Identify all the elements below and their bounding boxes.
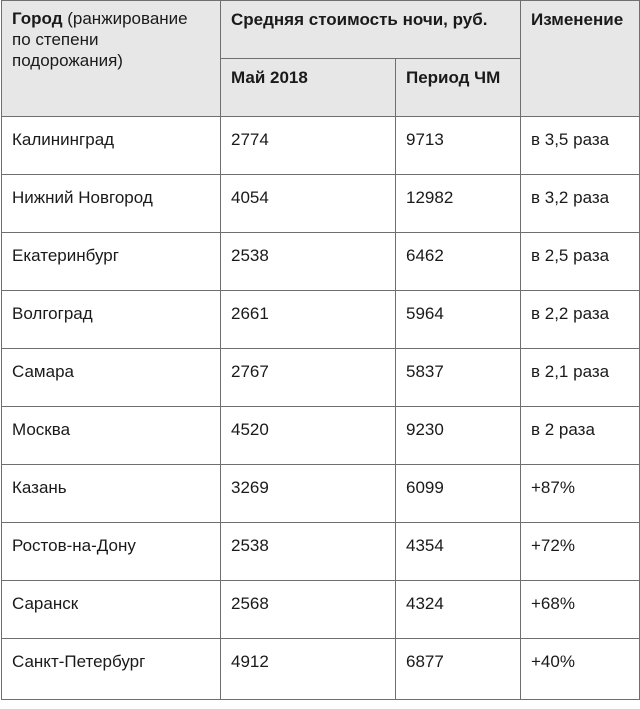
cell-city <box>2 581 221 639</box>
cell-city <box>2 465 221 523</box>
table-row <box>2 233 640 291</box>
cell-city <box>2 523 221 581</box>
cell-city-text: Ростов-на-Дону <box>12 536 136 555</box>
table-row <box>2 175 640 233</box>
cell-wc-period <box>396 349 521 407</box>
header-wc-period <box>396 59 521 117</box>
cell-city <box>2 175 221 233</box>
cell-may-2018 <box>221 523 396 581</box>
cell-city-text: Нижний Новгород <box>12 188 153 207</box>
cell-wc-period-text: 6877 <box>406 652 444 671</box>
table-row <box>2 465 640 523</box>
cell-change-text: +40% <box>531 652 575 671</box>
cell-wc-period-text: 9713 <box>406 130 444 149</box>
cell-wc-period <box>396 465 521 523</box>
cell-change <box>521 465 640 523</box>
cell-may-2018-text: 2568 <box>231 594 269 613</box>
cell-may-2018 <box>221 175 396 233</box>
header-may-2018-label: Май 2018 <box>231 68 308 87</box>
cell-wc-period <box>396 117 521 175</box>
header-city-note: (ранжирование по степени подорожания) <box>12 9 188 70</box>
cell-may-2018-text: 2661 <box>231 304 269 323</box>
cell-city <box>2 233 221 291</box>
cell-wc-period-text: 5837 <box>406 362 444 381</box>
cell-may-2018 <box>221 117 396 175</box>
cell-city-text: Калининград <box>12 130 115 149</box>
cell-may-2018 <box>221 639 396 700</box>
table-row <box>2 117 640 175</box>
cell-city-text: Санкт-Петербург <box>12 652 146 671</box>
cell-may-2018-text: 4054 <box>231 188 269 207</box>
table-row <box>2 581 640 639</box>
cell-wc-period-text: 12982 <box>406 188 454 207</box>
cell-may-2018-text: 4520 <box>231 420 269 439</box>
cell-change <box>521 233 640 291</box>
header-city <box>2 1 221 117</box>
table-row <box>2 349 640 407</box>
cell-may-2018-text: 4912 <box>231 652 269 671</box>
cell-change-text: +68% <box>531 594 575 613</box>
cell-may-2018-text: 2774 <box>231 130 269 149</box>
cell-may-2018 <box>221 465 396 523</box>
cell-wc-period-text: 9230 <box>406 420 444 439</box>
cell-city-text: Саранск <box>12 594 79 613</box>
header-may-2018 <box>221 59 396 117</box>
cell-wc-period <box>396 407 521 465</box>
table-row <box>2 639 640 700</box>
header-change <box>521 1 640 117</box>
cell-city <box>2 639 221 700</box>
cell-change-text: в 3,5 раза <box>531 130 610 149</box>
cell-city-text: Москва <box>12 420 71 439</box>
header-wc-period-label: Период ЧМ <box>406 68 501 87</box>
cell-may-2018 <box>221 291 396 349</box>
cell-may-2018-text: 3269 <box>231 478 269 497</box>
cell-change <box>521 639 640 700</box>
cell-wc-period-text: 6099 <box>406 478 444 497</box>
table-row <box>2 291 640 349</box>
header-avg-cost <box>221 1 521 59</box>
cell-may-2018 <box>221 407 396 465</box>
header-avg-cost-label: Средняя стоимость ночи, руб. <box>231 10 488 29</box>
cell-may-2018-text: 2767 <box>231 362 269 381</box>
cell-city <box>2 407 221 465</box>
cell-wc-period-text: 5964 <box>406 304 444 323</box>
cell-change-text: +87% <box>531 478 575 497</box>
cell-change <box>521 291 640 349</box>
cell-change <box>521 581 640 639</box>
cell-wc-period-text: 4324 <box>406 594 444 613</box>
header-change-label: Изменение <box>531 10 624 29</box>
header-city-title: Город <box>12 9 63 28</box>
cell-change-text: в 2,2 раза <box>531 304 610 323</box>
cell-change <box>521 407 640 465</box>
cell-change-text: +72% <box>531 536 575 555</box>
cell-change <box>521 523 640 581</box>
cell-wc-period <box>396 581 521 639</box>
cell-city-text: Казань <box>12 478 67 497</box>
cell-city-text: Самара <box>12 362 74 381</box>
price-table <box>1 0 640 700</box>
cell-city <box>2 349 221 407</box>
table-body <box>2 117 640 700</box>
cell-may-2018 <box>221 581 396 639</box>
cell-city <box>2 291 221 349</box>
cell-wc-period <box>396 233 521 291</box>
header-row <box>2 1 640 59</box>
cell-city-text: Екатеринбург <box>12 246 119 265</box>
cell-change-text: в 2 раза <box>531 420 595 439</box>
cell-may-2018 <box>221 233 396 291</box>
cell-wc-period <box>396 639 521 700</box>
cell-change-text: в 3,2 раза <box>531 188 610 207</box>
cell-may-2018-text: 2538 <box>231 536 269 555</box>
cell-change <box>521 349 640 407</box>
cell-may-2018 <box>221 349 396 407</box>
cell-change <box>521 117 640 175</box>
cell-change-text: в 2,5 раза <box>531 246 610 265</box>
table-row <box>2 523 640 581</box>
cell-change <box>521 175 640 233</box>
cell-change-text: в 2,1 раза <box>531 362 610 381</box>
cell-wc-period-text: 6462 <box>406 246 444 265</box>
cell-wc-period <box>396 175 521 233</box>
cell-wc-period-text: 4354 <box>406 536 444 555</box>
cell-city <box>2 117 221 175</box>
cell-wc-period <box>396 523 521 581</box>
cell-may-2018-text: 2538 <box>231 246 269 265</box>
cell-wc-period <box>396 291 521 349</box>
cell-city-text: Волгоград <box>12 304 93 323</box>
table-row <box>2 407 640 465</box>
